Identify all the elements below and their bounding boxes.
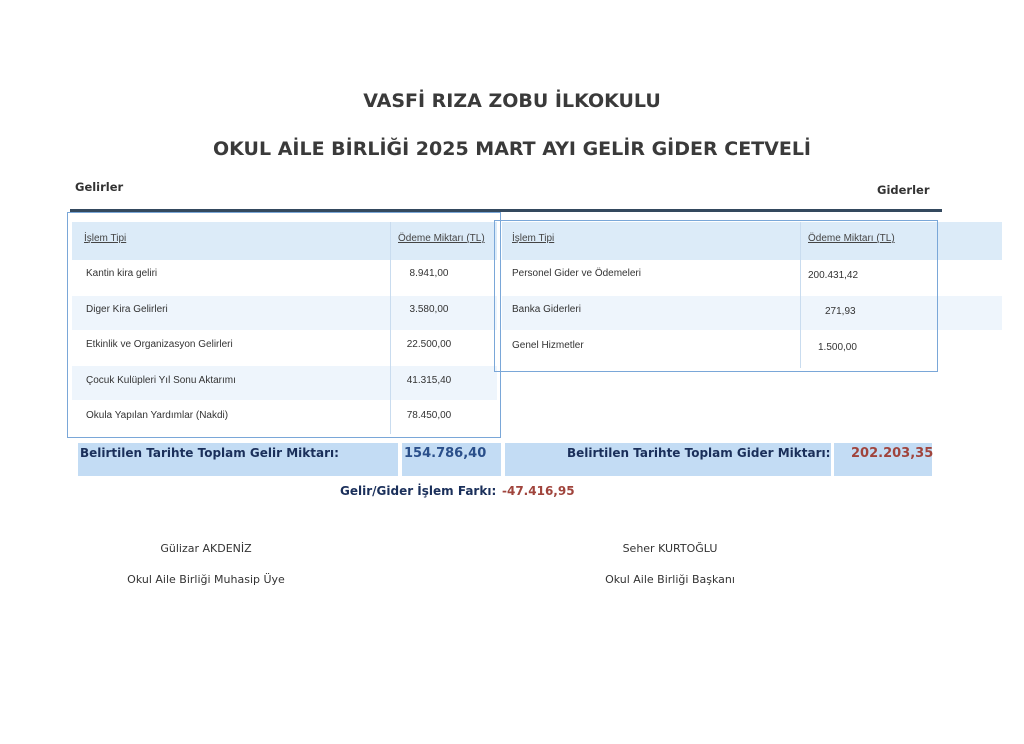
totals-divider (501, 443, 505, 476)
expense-row-type: Personel Gider ve Ödemeleri (512, 268, 641, 279)
expense-total-label: Belirtilen Tarihte Toplam Gider Miktarı: (567, 446, 831, 460)
expense-col-amount-header: Ödeme Miktarı (TL) (808, 233, 895, 244)
income-row-amount: 8.941,00 (409, 268, 449, 279)
expense-section-label: Giderler (877, 183, 930, 197)
income-section-label: Gelirler (75, 180, 124, 194)
difference-value: -47.416,95 (502, 484, 575, 498)
expense-total-value: 202.203,35 (851, 446, 934, 461)
right-signatory-name: Seher KURTOĞLU (622, 542, 718, 555)
expense-row-amount: 271,93 (825, 306, 856, 317)
income-row-type: Çocuk Kulüpleri Yıl Sonu Aktarımı (86, 375, 236, 386)
income-row-amount: 3.580,00 (409, 304, 449, 315)
expense-table-frame (494, 220, 938, 372)
income-row-amount: 41.315,40 (406, 375, 452, 386)
expense-row-amount: 200.431,42 (808, 270, 859, 281)
expense-row-type: Genel Hizmetler (512, 340, 584, 351)
income-total-value: 154.786,40 (404, 446, 487, 461)
expense-row-type: Banka Giderleri (512, 304, 581, 315)
totals-divider (831, 443, 834, 476)
income-row-type: Etkinlik ve Organizasyon Gelirleri (86, 339, 233, 350)
income-row-type: Okula Yapılan Yardımlar (Nakdi) (86, 410, 229, 421)
right-signatory-role: Okul Aile Birliği Başkanı (605, 573, 735, 586)
income-row-amount: 78.450,00 (406, 410, 452, 421)
income-total-label: Belirtilen Tarihte Toplam Gelir Miktarı: (80, 446, 339, 460)
difference-label: Gelir/Gider İşlem Farkı: (340, 484, 497, 498)
expense-col-type-header: İşlem Tipi (512, 233, 555, 244)
income-row-type: Kantin kira geliri (86, 268, 158, 279)
income-col-type-header: İşlem Tipi (84, 233, 127, 244)
expense-row-amount: 1.500,00 (818, 342, 857, 353)
left-signatory-role: Okul Aile Birliği Muhasip Üye (127, 573, 285, 586)
income-table-frame (67, 212, 501, 438)
school-name: VASFİ RIZA ZOBU İLKOKULU (363, 90, 661, 112)
totals-divider (398, 443, 402, 476)
left-signatory-name: Gülizar AKDENİZ (160, 542, 252, 555)
income-col-amount-header: Ödeme Miktarı (TL) (398, 233, 485, 244)
income-row-type: Diger Kira Gelirleri (86, 304, 168, 315)
report-title: OKUL AİLE BİRLİĞİ 2025 MART AYI GELİR GİDER CETVELİ (213, 138, 811, 160)
income-row-amount: 22.500,00 (406, 339, 452, 350)
